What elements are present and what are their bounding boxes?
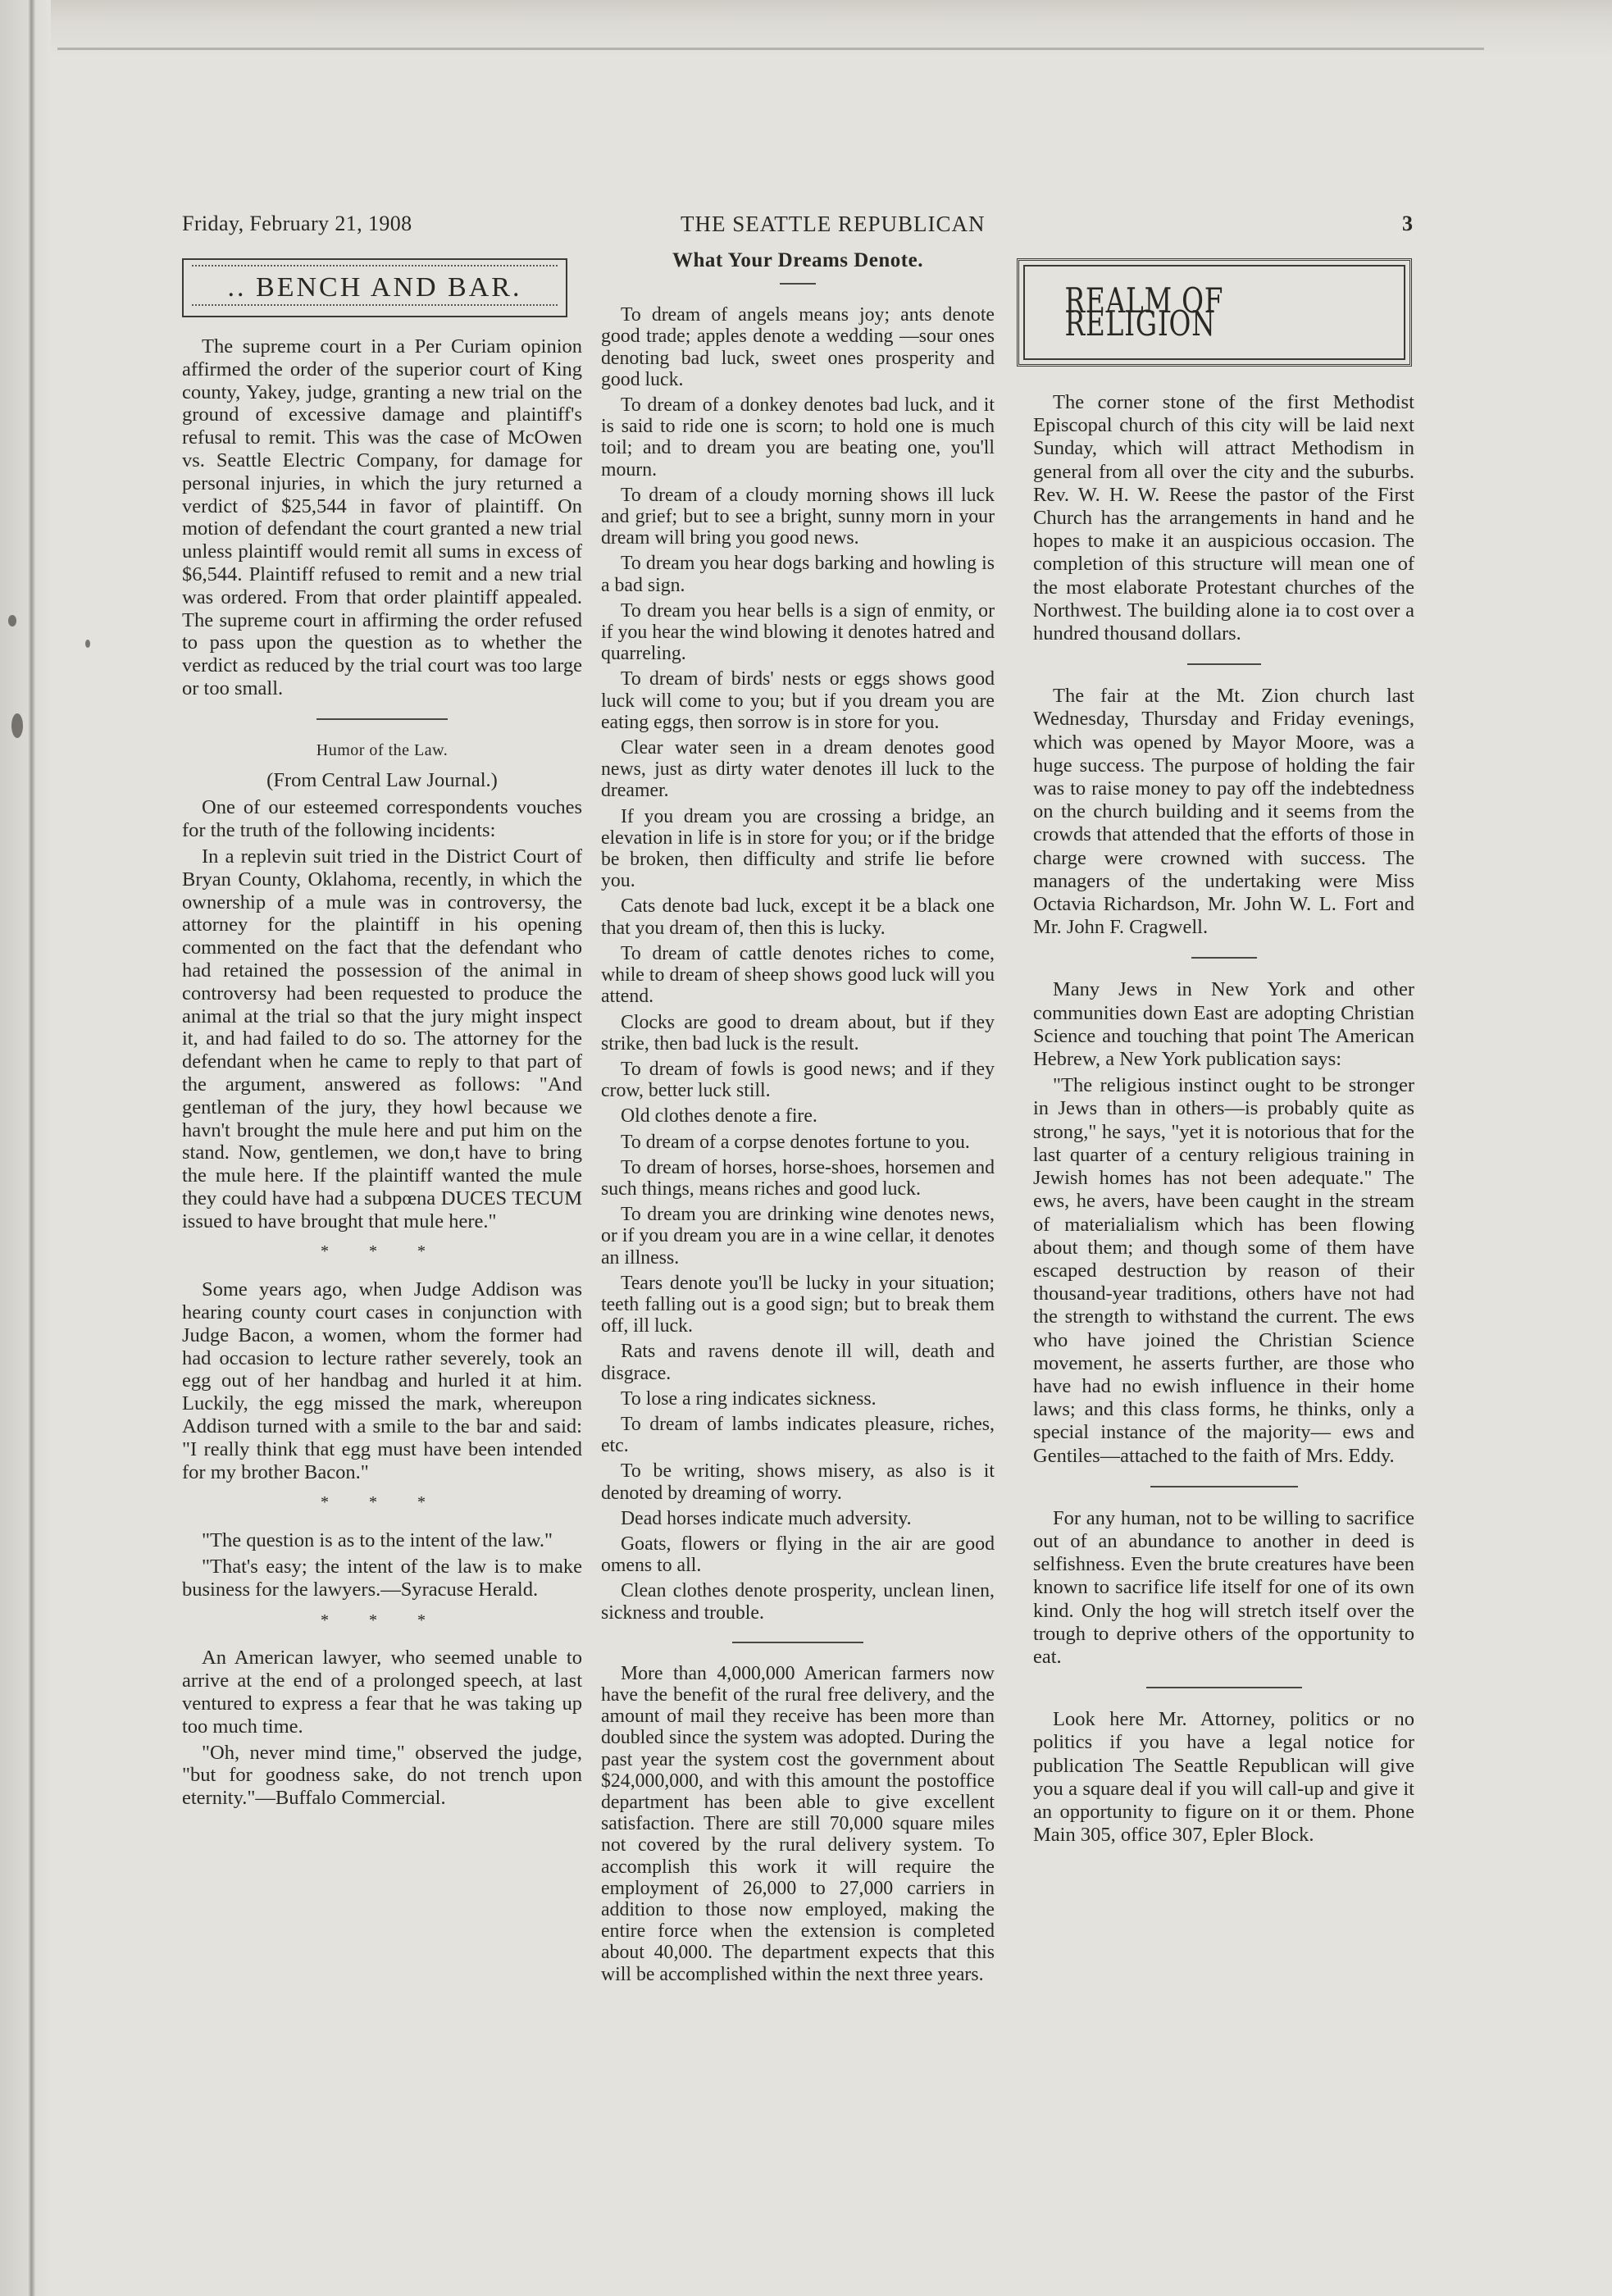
dream-item: Tears denote you'll be lucky in your situation; teeth falling out is a good sign; but to break them off, ill luck. bbox=[601, 1272, 995, 1337]
article-paragraph: The corner stone of the first Methodist Episcopal church of this city will be laid next Sunday, which will attract Methodism in general from all over the city and the suburbs. Rev. W. H. W. Reese the pastor of the First Church has the arrangements in hand and he hopes to make it an auspicious occasion. The completion of this structure will mean one of the most elaborate Protestant churches of the Northwest. The building alone ia to cost over a hundred thousand dollars. bbox=[1033, 391, 1414, 645]
dream-item: To dream you hear bells is a sign of enmity, or if you hear the wind blowing it denotes hatred and quarreling. bbox=[601, 599, 995, 665]
dream-item: To lose a ring indicates sickness. bbox=[621, 1387, 877, 1410]
realm-of-religion-title-box bbox=[1017, 258, 1412, 367]
column-realm-of-religion bbox=[1033, 250, 1414, 1850]
dreams-heading: What Your Dreams Denote. bbox=[672, 249, 923, 271]
humor-of-law-heading: Humor of the Law. bbox=[316, 740, 449, 759]
realm-of-religion-title: REALM OF RELIGION bbox=[1064, 280, 1224, 344]
separator-rule bbox=[1150, 1486, 1298, 1487]
dream-item: To dream of a donkey denotes bad luck, and it is said to ride one is scorn; to hold one is much toil; and to dream you are beating one, you'll mourn. bbox=[601, 394, 995, 481]
dream-item: Clean clothes denote prosperity, unclean linen, sickness and trouble. bbox=[601, 1580, 995, 1624]
dream-item: Rats and ravens denote ill will, death and disgrace. bbox=[601, 1341, 995, 1384]
separator-rule bbox=[1146, 1687, 1302, 1688]
header-page-number: 3 bbox=[1402, 212, 1414, 235]
dream-item: To dream you are drinking wine denotes news, or if you dream you are in a wine cellar, it denotes an illness. bbox=[601, 1204, 995, 1269]
dream-item: To be writing, shows misery, as also is it denoted by dreaming of worry. bbox=[601, 1460, 995, 1504]
humor-source: (From Central Law Journal.) bbox=[266, 768, 498, 791]
dream-item: To dream of angels means joy; ants denote good trade; apples denote a wedding —sour ones denoting bad luck, sweet ones prosperity and good luck. bbox=[601, 304, 995, 390]
column-dreams bbox=[601, 250, 995, 1989]
dream-item: Cats denote bad luck, except it be a black one that you dream of, then this is lucky. bbox=[601, 895, 995, 939]
dream-list bbox=[601, 304, 995, 1624]
article-paragraph: The fair at the Mt. Zion church last Wednesday, Thursday and Friday evenings, which was opened by Mayor Moore, was a huge success. The purpose of holding the fair was to raise money to pay off the indebtedness on the church building and it seems from the crowds that attended that the efforts of those in charge were crowned with success. The managers of the undertaking were Miss Octavia Richardson, Mr. John W. L. Fort and Mr. John F. Cragwell. bbox=[1033, 685, 1414, 939]
dream-item: To dream you hear dogs barking and howling is a bad sign. bbox=[601, 553, 995, 596]
article-paragraph: "Oh, never mind time," observed the judge, "but for goodness sake, do not trench upon eternity."—Buffalo Commercial. bbox=[182, 1741, 582, 1810]
ink-blot bbox=[85, 640, 90, 648]
article-paragraph: Look here Mr. Attorney, politics or no politics if you have a legal notice for publication The Seattle Republican will give you a square deal if you will call-up and give it an opportunity to figure on it or them. Phone Main 305, office 307, Epler Block. bbox=[1033, 1708, 1414, 1847]
separator-rule bbox=[1191, 957, 1257, 959]
article-paragraph: The supreme court in a Per Curiam opinion affirmed the order of the superior court of King county, Yakey, judge, granting a new trial on the ground of excessive damage and plaintiff's refusal to remit. This was the case of McOwen vs. Seattle Electric Company, for damage for personal injuries, in which the jury returned a verdict of $25,544 in favor of plaintiff. On motion of defendant the court granted a new trial unless plaintiff would remit all sums in excess of $6,544. Plaintiff refused to remit and a new trial was ordered. From that order plaintiff appealed. The supreme court in affirming the order refused to pass upon the question as to whether the verdict as reduced by the trial court was too large or too small. bbox=[182, 335, 582, 699]
article-paragraph: More than 4,000,000 American farmers now have the benefit of the rural free delivery, and the amount of mail they receive has been more than doubled since the system was adopted. During the past year the system cost the government about $24,000,000, and with this amount the postoffice department has been able to give excellent satisfaction. There are still 70,000 square miles not covered by the rural delivery system. To accomplish this work it will require the employment of 26,000 to 27,000 carriers in addition to those now employed, making the entire force when the extension is completed about 40,000. The department expects that this will be accomplished within the next three years. bbox=[601, 1662, 995, 1985]
separator-rule bbox=[732, 1642, 863, 1643]
ink-blot bbox=[11, 713, 23, 738]
column-bench-and-bar bbox=[182, 250, 582, 1813]
dream-item: To dream of a cloudy morning shows ill luck and grief; but to see a bright, sunny morn in your dream will bring you good news. bbox=[601, 484, 995, 549]
dream-item: If you dream you are crossing a bridge, an elevation in life is in store for you; or if the bridge be broken, then difficulty and strife lie before you. bbox=[601, 805, 995, 892]
ink-blot bbox=[8, 615, 16, 626]
star-separator: * * * bbox=[321, 1493, 444, 1512]
article-paragraph: Some years ago, when Judge Addison was hearing county court cases in conjunction with Judge Bacon, a women, whom the former had had occasion to lecture rather severely, took an egg out of her handbag and hurled it at him. Luckily, the egg missed the mark, whereupon Addison turned with a smile to the bar and said: "I really think that egg must have been intended for my brother Bacon." bbox=[182, 1278, 582, 1483]
dream-item: To dream of cattle denotes riches to come, while to dream of sheep shows good luck will you attend. bbox=[601, 942, 995, 1008]
dream-item: To dream of a corpse denotes fortune to you. bbox=[621, 1131, 970, 1153]
dream-item: Clear water seen in a dream denotes good news, just as dirty water denotes ill luck to the dreamer. bbox=[601, 737, 995, 802]
bench-and-bar-title: .. BENCH AND BAR. bbox=[227, 272, 522, 303]
star-separator: * * * bbox=[321, 1610, 444, 1629]
dream-item: To dream of birds' nests or eggs shows good luck will come to you; but if you dream you are eating eggs, then sorrow is in store for you. bbox=[601, 668, 995, 733]
dream-item: To dream of horses, horse-shoes, horsemen and such things, means riches and good luck. bbox=[601, 1156, 995, 1200]
top-rule bbox=[57, 48, 1484, 50]
article-paragraph: "The question is as to the intent of the law." bbox=[202, 1529, 553, 1552]
star-separator: * * * bbox=[321, 1242, 444, 1261]
separator-rule bbox=[780, 283, 816, 285]
separator-rule bbox=[1187, 663, 1261, 665]
dream-item: Old clothes denote a fire. bbox=[621, 1105, 817, 1128]
dream-item: Clocks are good to dream about, but if they strike, then bad luck is the result. bbox=[601, 1011, 995, 1055]
article-paragraph: "That's easy; the intent of the law is to make business for the lawyers.—Syracuse Herald. bbox=[182, 1556, 582, 1601]
article-paragraph: Many Jews in New York and other communities down East are adopting Christian Science and touching that point The American Hebrew, a New York publication says: bbox=[1033, 978, 1414, 1071]
dream-item: To dream of fowls is good news; and if they crow, better luck still. bbox=[601, 1058, 995, 1102]
separator-rule bbox=[316, 718, 448, 720]
article-paragraph: "The religious instinct ought to be stronger in Jews than in others—is probably quite as strong," he says, "yet it is notorious that for the last quarter of a century religious training in Jewish homes has not been adequate." The ews, he avers, have been caught in the stream of materialialism which has been flowing about them; and though some of them have escaped destruction by reason of their thousand-year traditions, others have not had the strength to withstand the current. The ews who have joined the Christian Science movement, he asserts further, are those who have had no ewish influence in their home laws; and this class forms, he thinks, only a special instance of the majority— ews and Gentiles—attached to the faith of Mrs. Eddy. bbox=[1033, 1074, 1414, 1467]
dream-item: Goats, flowers or flying in the air are good omens to all. bbox=[601, 1533, 995, 1577]
bench-and-bar-title-box bbox=[182, 258, 567, 317]
article-paragraph: In a replevin suit tried in the District Court of Bryan County, Oklahoma, recently, in which the ownership of a mule was in controversy, the attorney for the plaintiff in his opening commented on the fact that the defendant who had retained the possession of the animal in controversy had been requested to produce the animal at the trial so that the jury might inspect it, and had failed to do so. The attorney for the defendant when he came to reply to that part of the argument, answered as follows: "And gentleman of the jury, they howl because we havn't brought the mule here and put him on the stand. Now, gentlemen, we don,t have to bring the mule here. If the plaintiff wanted the mule they could have had a subpœna DUCES TECUM issued to have brought that mule here." bbox=[182, 845, 582, 1232]
dream-item: Dead horses indicate much adversity. bbox=[621, 1507, 912, 1529]
dream-item: To dream of lambs indicates pleasure, riches, etc. bbox=[601, 1413, 995, 1457]
article-paragraph: For any human, not to be willing to sacrifice out of an abundance to another in deed is selfishness. Even the brute creatures have been known to sacrifice life itself for one of its own kind. Only the hog will stretch itself over the trough to deprive others of the opportunity to eat. bbox=[1033, 1506, 1414, 1668]
article-paragraph: One of our esteemed correspondents vouches for the truth of the following incidents: bbox=[182, 796, 582, 842]
header-date: Friday, February 21, 1908 bbox=[182, 212, 412, 235]
page-left-edge bbox=[0, 0, 51, 2296]
header-newspaper-name: THE SEATTLE REPUBLICAN bbox=[681, 212, 986, 236]
article-paragraph: An American lawyer, who seemed unable to arrive at the end of a prolonged speech, at last ventured to express a fear that he was taking up too much time. bbox=[182, 1647, 582, 1738]
